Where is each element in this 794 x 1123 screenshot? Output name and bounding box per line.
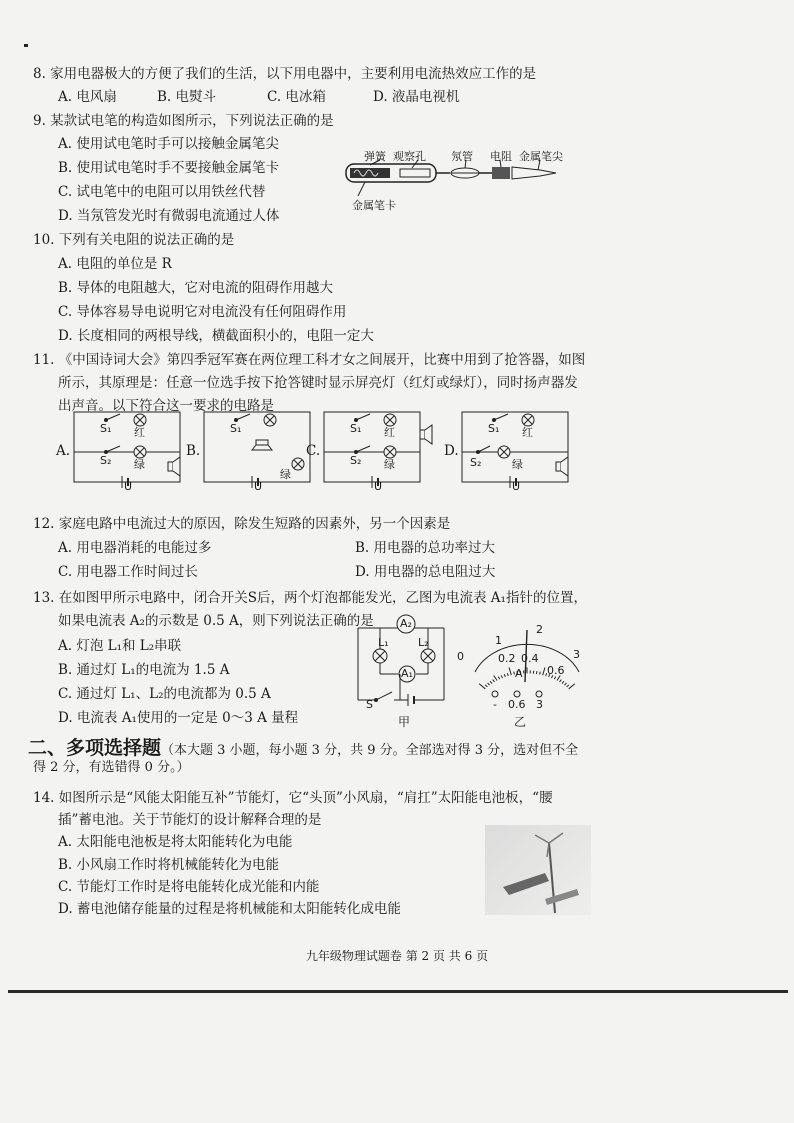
q10-stem: 10. 下列有关电阻的说法正确的是: [33, 232, 235, 248]
q14-line2: 插”蓄电池。关于节能灯的设计解释合理的是: [58, 812, 322, 828]
page-footer: 九年级物理试题卷 第 2 页 共 6 页: [305, 949, 489, 963]
dial-tick: [498, 677, 500, 680]
circuit-a: [70, 408, 186, 490]
jia-a1: A₁: [401, 667, 413, 680]
circuit-b-s1: S₁: [230, 422, 242, 435]
jia-l1: L₁: [378, 636, 389, 649]
q10-option-d: D. 长度相同的两根导线，横截面积小的，电阻一定大: [58, 328, 374, 344]
pen-label-spring: 弹簧: [364, 150, 386, 163]
fig-jia-caption: 甲: [398, 715, 411, 729]
q10-option-a: A. 电阻的单位是 R: [58, 256, 172, 272]
dial-unit: A: [515, 667, 523, 680]
circuit-c: [320, 408, 436, 490]
pen-label-clip: 金属笔卡: [352, 199, 396, 212]
circuit-b: [200, 408, 316, 490]
dial-tick: [560, 680, 562, 682]
q14-option-a: A. 太阳能电池板是将太阳能转化为电能: [58, 834, 293, 850]
circuit-d-u: U: [512, 480, 521, 493]
terminal-3: 3: [536, 698, 543, 711]
pen-label-tip: 金属笔尖: [519, 150, 563, 163]
pen-label-neon: 氖管: [451, 150, 473, 163]
circuit-d-green: 绿: [512, 458, 523, 471]
circuit-c-u: U: [374, 480, 383, 493]
section-note-1: （本大题 3 小题，每小题 3 分，共 9 分。全部选对得 3 分，选对但不全: [161, 743, 579, 758]
jia-s: S: [366, 698, 373, 711]
q14-option-c: C. 节能灯工作时是将电能转化成光能和内能: [58, 879, 320, 895]
section-title: [28, 733, 578, 760]
dial-tick: [564, 683, 566, 685]
circuit-d-red: 红: [522, 426, 533, 439]
circuit-c-s1: S₁: [350, 422, 362, 435]
jia-a2: A₂: [400, 617, 412, 630]
q13-line2: 如果电流表 A₂的示数是 0.5 A，则下列说法正确的是: [58, 613, 374, 629]
pen-label-resistor: 电阻: [490, 150, 512, 163]
dial-tick: [479, 684, 485, 689]
q12-option-a: A. 用电器消耗的电能过多: [58, 540, 212, 556]
q13-option-d: D. 电流表 A₁使用的一定是 0～3 A 量程: [58, 710, 299, 726]
q8-stem: 8. 家用电器极大的方便了我们的生活，以下用电器中，主要利用电流热效应工作的是: [33, 66, 537, 82]
dial-tick: [509, 668, 511, 676]
q13-option-c: C. 通过灯 L₁、L₂的电流都为 0.5 A: [58, 686, 271, 702]
dial-tick: [569, 684, 575, 689]
q8-option-d: D. 液晶电视机: [373, 89, 460, 105]
circuit-c-label: C.: [306, 443, 321, 459]
dial-tick: [567, 685, 569, 687]
circuit-d-s2: S₂: [470, 456, 482, 469]
circuit-b-green: 绿: [280, 468, 291, 481]
dial-tick: [543, 668, 545, 676]
q9-option-a: A. 使用试电笔时手可以接触金属笔尖: [58, 136, 279, 152]
circuit-a-green: 绿: [134, 458, 145, 471]
dial-tick: [490, 681, 492, 683]
circuit-a-label: A.: [56, 443, 71, 459]
dial-outer-2: 2: [536, 623, 543, 636]
circuit-b-u: U: [254, 480, 263, 493]
terminal-06: 0.6: [508, 698, 526, 711]
circuit-b-label: B.: [186, 443, 201, 459]
q14-option-b: B. 小风扇工作时将机械能转化为电能: [58, 857, 280, 873]
pen-label-window: 观察孔: [393, 150, 426, 163]
dial-tick: [488, 683, 490, 685]
q14-line1: 14. 如图所示是“风能太阳能互补”节能灯，它“头顶”小风扇，“肩扛”太阳能电池板，“腰: [33, 790, 553, 806]
dial-tick: [485, 685, 487, 687]
scan-mark: [24, 44, 28, 47]
jia-l2: L₂: [418, 636, 429, 649]
dial-outer-1: 1: [495, 634, 502, 647]
dial-tick: [507, 673, 508, 676]
circuit-a-s2: S₂: [100, 454, 112, 467]
q11-line2: 所示，其原理是：任意一位选手按下抢答键时显示屏亮灯（红灯或绿灯），同时扬声器发: [58, 375, 578, 391]
section-note-2: 得 2 分，有选错得 0 分。）: [33, 760, 190, 775]
q12-option-d: D. 用电器的总电阻过大: [355, 564, 496, 580]
circuit-d-label: D.: [444, 443, 459, 459]
q10-option-c: C. 导体容易导电说明它对电流没有任何阻碍作用: [58, 304, 347, 320]
circuit-c-s2: S₂: [350, 454, 362, 467]
q14-option-d: D. 蓄电池储存能量的过程是将机械能和太阳能转化成电能: [58, 901, 401, 917]
section-heading: 二、多项选择题: [28, 737, 162, 759]
q9-stem: 9. 某款试电笔的构造如图所示，下列说法正确的是: [33, 113, 334, 129]
circuit-d: [458, 408, 574, 490]
q9-option-c: C. 试电笔中的电阻可以用铁丝代替: [58, 184, 266, 200]
q13-line1: 13. 在如图甲所示电路中，闭合开关S后，两个灯泡都能发光，乙图为电流表 A₁指针的位置，: [33, 590, 587, 606]
dial-inner-04: 0.4: [521, 652, 539, 665]
q9-option-d: D. 当氖管发光时有微弱电流通过人体: [58, 208, 280, 224]
dial-inner-02: 0.2: [498, 652, 516, 665]
dial-outer-0: 0: [457, 650, 464, 663]
circuit-a-u: U: [124, 480, 133, 493]
circuit-d-s1: S₁: [488, 422, 500, 435]
hybrid-lamp-photo: [485, 825, 591, 915]
dial-outer-3: 3: [573, 648, 580, 661]
q8-option-c: C. 电冰箱: [267, 89, 326, 105]
q12-stem: 12. 家庭电路中电流过大的原因，除发生短路的因素外，另一个因素是: [33, 516, 451, 532]
q12-option-b: B. 用电器的总功率过大: [355, 540, 496, 556]
dial-tick: [501, 675, 502, 678]
circuit-c-red: 红: [384, 426, 395, 439]
dial-tick: [494, 675, 497, 680]
q9-option-b: B. 使用试电笔时手不要接触金属笔卡: [58, 160, 280, 176]
q11-line1: 11. 《中国诗词大会》第四季冠军赛在两位理工科才女之间展开，比赛中用到了抢答器，如图: [33, 352, 586, 368]
q8-option-a: A. 电风扇: [58, 89, 117, 105]
circuit-c-green: 绿: [384, 458, 395, 471]
dial-tick: [562, 681, 564, 683]
q11-line3: 出声音。以下符合这一要求的电路是: [58, 398, 274, 414]
dial-tick: [504, 674, 505, 677]
q10-option-b: B. 导体的电阻越大，它对电流的阻碍作用越大: [58, 280, 334, 296]
q13-option-a: A. 灯泡 L₁和 L₂串联: [58, 638, 182, 654]
dial-tick: [536, 671, 537, 674]
circuit-a-red: 红: [134, 426, 145, 439]
q8-option-b: B. 电熨斗: [157, 89, 217, 105]
fig-yi-caption: 乙: [514, 715, 527, 729]
dial-tick: [540, 672, 541, 675]
dial-tick: [493, 680, 495, 682]
terminal-minus: -: [493, 698, 497, 711]
q13-option-b: B. 通过灯 L₁的电流为 1.5 A: [58, 662, 230, 678]
dial-inner-06: 0.6: [547, 664, 565, 677]
q12-option-c: C. 用电器工作时间过长: [58, 564, 198, 580]
scan-edge: [8, 990, 788, 993]
circuit-a-s1: S₁: [100, 422, 112, 435]
